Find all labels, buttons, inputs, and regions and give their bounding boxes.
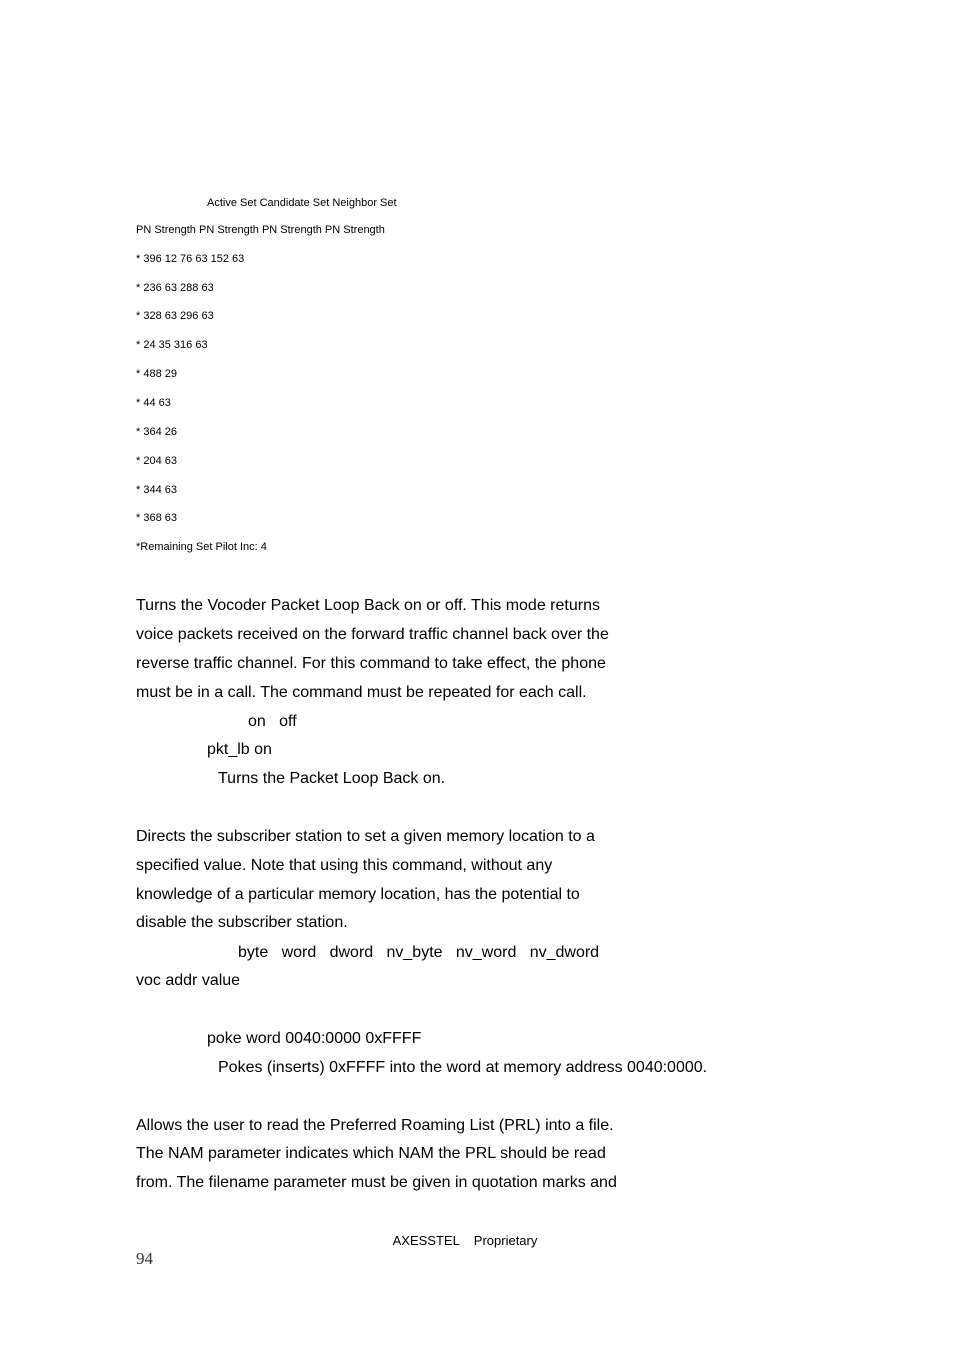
pkt-lb-example-description: Turns the Packet Loop Back on. xyxy=(218,770,446,787)
table-header-columns: PN Strength PN Strength PN Strength PN Strength xyxy=(136,224,385,236)
table-header-sets: Active Set Candidate Set Neighbor Set xyxy=(207,197,397,209)
table-row: * 344 63 xyxy=(136,484,177,496)
pkt-lb-description-line: voice packets received on the forward traffic channel back over the xyxy=(136,626,609,643)
table-remaining-set: *Remaining Set Pilot Inc: 4 xyxy=(136,541,267,553)
table-row: * 368 63 xyxy=(136,512,177,524)
table-row: * 364 26 xyxy=(136,426,177,438)
poke-example: poke word 0040:0000 0xFFFF xyxy=(207,1030,422,1047)
poke-description-line: knowledge of a particular memory location, has the potential to xyxy=(136,886,580,903)
table-row: * 396 12 76 63 152 63 xyxy=(136,253,245,265)
poke-parameters: byte word dword nv_byte nv_word nv_dword xyxy=(238,944,600,961)
prl-description-line: The NAM parameter indicates which NAM the PRL should be read xyxy=(136,1145,606,1162)
prl-description-line: from. The filename parameter must be given in quotation marks and xyxy=(136,1174,617,1191)
table-row: * 44 63 xyxy=(136,397,171,409)
page-number: 94 xyxy=(136,1249,153,1268)
pkt-lb-description-line: Turns the Vocoder Packet Loop Back on or off. This mode returns xyxy=(136,597,600,614)
pkt-lb-description-line: must be in a call. The command must be repeated for each call. xyxy=(136,684,587,701)
poke-description-line: specified value. Note that using this command, without any xyxy=(136,857,553,874)
footer-proprietary: AXESSTEL Proprietary xyxy=(392,1233,538,1248)
poke-example-description: Pokes (inserts) 0xFFFF into the word at memory address 0040:0000. xyxy=(218,1059,708,1076)
table-row: * 236 63 288 63 xyxy=(136,282,214,294)
pkt-lb-parameters: on off xyxy=(248,713,297,730)
pkt-lb-description-line: reverse traffic channel. For this command to take effect, the phone xyxy=(136,655,606,672)
poke-description-line: Directs the subscriber station to set a given memory location to a xyxy=(136,828,595,845)
poke-parameters-continued: voc addr value xyxy=(136,972,241,989)
prl-description-line: Allows the user to read the Preferred Roaming List (PRL) into a file. xyxy=(136,1117,614,1134)
poke-description-line: disable the subscriber station. xyxy=(136,914,348,931)
table-row: * 328 63 296 63 xyxy=(136,310,214,322)
pkt-lb-example: pkt_lb on xyxy=(207,741,272,758)
table-row: * 204 63 xyxy=(136,455,177,467)
table-row: * 24 35 316 63 xyxy=(136,339,208,351)
table-row: * 488 29 xyxy=(136,368,177,380)
